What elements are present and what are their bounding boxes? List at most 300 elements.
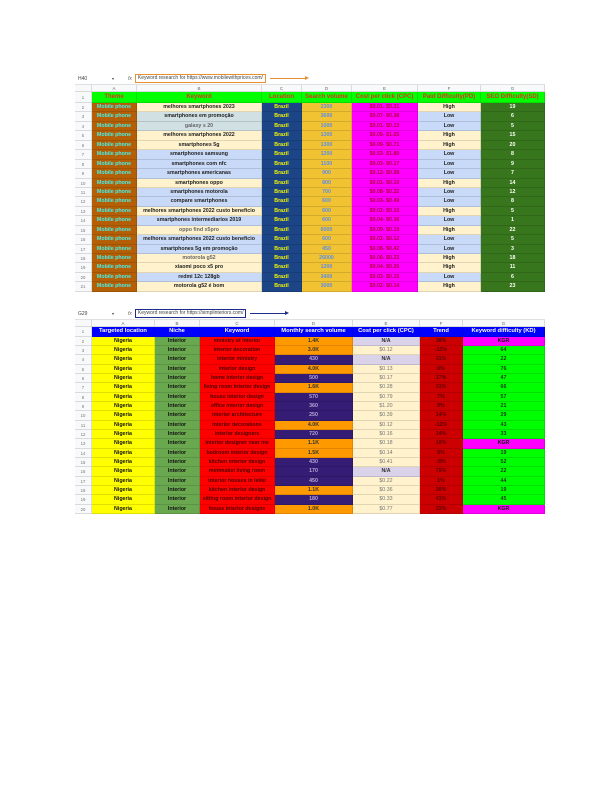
cell-F[interactable]: 10% (420, 439, 463, 448)
cell-E[interactable]: N/A (353, 467, 420, 476)
cell-E[interactable]: $0.28 (353, 383, 420, 392)
cell-F[interactable]: Low (418, 112, 481, 121)
cell-C[interactable]: Brazil (262, 235, 302, 244)
header-cell[interactable]: Cost per click (CPC) (353, 327, 420, 337)
chevron-down-icon[interactable]: ▾ (112, 76, 115, 81)
cell-B[interactable]: Interior (155, 346, 200, 355)
cell-A[interactable]: Mobile phone (92, 263, 137, 272)
cell-F[interactable]: 23% (420, 505, 463, 514)
cell-A[interactable]: Mobile phone (92, 282, 137, 291)
header-cell[interactable]: Keyword (200, 327, 275, 337)
cell-G[interactable]: 1 (481, 216, 545, 225)
cell-E[interactable]: $0.39 (353, 411, 420, 420)
cell-G[interactable]: 29 (463, 411, 545, 420)
cell-D[interactable]: 1.4K (275, 337, 353, 346)
header-cell[interactable]: Location (262, 92, 302, 103)
column-header-B[interactable]: B (137, 85, 262, 92)
cell-A[interactable]: Mobile phone (92, 160, 137, 169)
chevron-down-icon[interactable]: ▾ (112, 311, 115, 316)
cell-C[interactable]: Brazil (262, 131, 302, 140)
cell-D[interactable]: 4.0K (275, 421, 353, 430)
cell-C[interactable]: Brazil (262, 179, 302, 188)
cell-B[interactable]: smartphones 5g em promoção (137, 245, 262, 254)
cell-C[interactable]: ministry of interior (200, 337, 275, 346)
name-box[interactable]: G29 (78, 310, 88, 317)
cell-F[interactable]: Low (418, 188, 481, 197)
cell-B[interactable]: Interior (155, 486, 200, 495)
cell-E[interactable]: $0.09- $0.19 (352, 226, 418, 235)
cell-E[interactable]: $0.16 (353, 430, 420, 439)
cell-G[interactable]: 6 (481, 112, 545, 121)
cell-E[interactable]: $0.02- $0.12 (352, 235, 418, 244)
cell-B[interactable]: Interior (155, 365, 200, 374)
cell-G[interactable]: 44 (463, 477, 545, 486)
header-cell[interactable]: Keyword difficulty (KD) (463, 327, 545, 337)
cell-C[interactable]: sitting room interior design (200, 495, 275, 504)
cell-B[interactable]: compare smartphones (137, 197, 262, 206)
cell-C[interactable]: interior designer near me (200, 439, 275, 448)
cell-C[interactable]: house interior designs (200, 505, 275, 514)
cell-F[interactable]: Low (418, 216, 481, 225)
cell-G[interactable]: 19 (481, 103, 545, 112)
cell-F[interactable]: High (418, 179, 481, 188)
header-cell[interactable]: Search volume (302, 92, 352, 103)
cell-G[interactable]: 33 (463, 430, 545, 439)
cell-D[interactable]: 1200 (302, 263, 352, 272)
column-header-F[interactable]: F (420, 320, 463, 327)
cell-C[interactable]: Brazil (262, 263, 302, 272)
cell-F[interactable]: 20% (420, 486, 463, 495)
cell-D[interactable]: 450 (275, 477, 353, 486)
cell-G[interactable]: 47 (463, 374, 545, 383)
cell-G[interactable]: 19 (463, 449, 545, 458)
cell-F[interactable]: Low (418, 150, 481, 159)
cell-G[interactable]: 5 (481, 122, 545, 131)
header-cell[interactable]: Cost per click (CPC) (352, 92, 418, 103)
cell-C[interactable]: kitchen interior design (200, 458, 275, 467)
cell-D[interactable]: 600 (302, 207, 352, 216)
cell-D[interactable]: 1.1K (275, 439, 353, 448)
cell-A[interactable]: Mobile phone (92, 273, 137, 282)
column-header-F[interactable]: F (418, 85, 481, 92)
cell-G[interactable]: 64 (463, 346, 545, 355)
cell-A[interactable]: Mobile phone (92, 245, 137, 254)
cell-G[interactable]: 6 (481, 273, 545, 282)
header-cell[interactable]: Theme (92, 92, 137, 103)
cell-C[interactable]: Brazil (262, 122, 302, 131)
name-box[interactable]: H40 (78, 75, 88, 82)
cell-E[interactable]: $0.13 (353, 365, 420, 374)
cell-C[interactable]: bedroom interior design (200, 449, 275, 458)
cell-A[interactable]: Nigeria (92, 495, 155, 504)
cell-F[interactable]: Low (418, 273, 481, 282)
cell-B[interactable]: smartphones motorola (137, 188, 262, 197)
cell-A[interactable]: Mobile phone (92, 169, 137, 178)
column-header-C[interactable]: C (262, 85, 302, 92)
cell-D[interactable]: 170 (275, 467, 353, 476)
cell-C[interactable]: Brazil (262, 273, 302, 282)
cell-B[interactable]: Interior (155, 383, 200, 392)
cell-C[interactable]: Brazil (262, 207, 302, 216)
cell-G[interactable]: 19 (463, 486, 545, 495)
cell-B[interactable]: smartphones oppo (137, 179, 262, 188)
cell-C[interactable]: interior designers (200, 430, 275, 439)
cell-D[interactable]: 570 (275, 393, 353, 402)
cell-F[interactable]: 31% (420, 355, 463, 364)
cell-D[interactable]: 3.0K (275, 346, 353, 355)
cell-G[interactable]: KGR (463, 505, 545, 514)
cell-G[interactable]: 15 (481, 131, 545, 140)
cell-A[interactable]: Nigeria (92, 374, 155, 383)
cell-A[interactable]: Nigeria (92, 383, 155, 392)
cell-D[interactable]: 600 (302, 216, 352, 225)
cell-B[interactable]: galaxy s 20 (137, 122, 262, 131)
cell-E[interactable]: $0.04- $0.26 (352, 263, 418, 272)
cell-A[interactable]: Mobile phone (92, 216, 137, 225)
cell-A[interactable]: Nigeria (92, 393, 155, 402)
cell-D[interactable]: 600 (302, 235, 352, 244)
cell-D[interactable]: 1.5K (275, 449, 353, 458)
cell-A[interactable]: Mobile phone (92, 188, 137, 197)
cell-B[interactable]: smartphones intermediarios 2019 (137, 216, 262, 225)
cell-G[interactable]: 43 (463, 421, 545, 430)
cell-A[interactable]: Nigeria (92, 411, 155, 420)
cell-A[interactable]: Mobile phone (92, 197, 137, 206)
cell-D[interactable]: 1.1K (275, 486, 353, 495)
cell-B[interactable]: smartphones samsung (137, 150, 262, 159)
cell-A[interactable]: Nigeria (92, 467, 155, 476)
column-header-D[interactable]: D (275, 320, 353, 327)
cell-E[interactable]: $0.18 (353, 439, 420, 448)
cell-F[interactable]: 14% (420, 411, 463, 420)
cell-F[interactable]: 14% (420, 430, 463, 439)
cell-C[interactable]: interior houses in lekki (200, 477, 275, 486)
cell-D[interactable]: 1000 (302, 122, 352, 131)
column-header-G[interactable]: G (463, 320, 545, 327)
cell-A[interactable]: Nigeria (92, 365, 155, 374)
cell-C[interactable]: Brazil (262, 188, 302, 197)
cell-C[interactable]: Brazil (262, 245, 302, 254)
cell-G[interactable]: 57 (463, 393, 545, 402)
cell-E[interactable]: $0.22 (353, 477, 420, 486)
cell-A[interactable]: Mobile phone (92, 150, 137, 159)
cell-A[interactable]: Mobile phone (92, 141, 137, 150)
cell-B[interactable]: motorola g52 é bom (137, 282, 262, 291)
cell-E[interactable]: $0.01- $0.31 (352, 103, 418, 112)
cell-G[interactable]: 22 (463, 467, 545, 476)
column-header-A[interactable]: A (92, 85, 137, 92)
cell-F[interactable]: Low (418, 235, 481, 244)
cell-D[interactable]: 180 (275, 495, 353, 504)
cell-G[interactable]: 14 (481, 179, 545, 188)
cell-A[interactable]: Nigeria (92, 346, 155, 355)
cell-B[interactable]: Interior (155, 393, 200, 402)
cell-A[interactable]: Nigeria (92, 430, 155, 439)
cell-A[interactable]: Mobile phone (92, 179, 137, 188)
cell-C[interactable]: Brazil (262, 141, 302, 150)
cell-B[interactable]: Interior (155, 439, 200, 448)
cell-C[interactable]: interior design (200, 365, 275, 374)
header-cell[interactable]: Monthly search volume (275, 327, 353, 337)
cell-E[interactable]: $0.03- $0.15 (352, 273, 418, 282)
cell-E[interactable]: $0.14 (353, 449, 420, 458)
cell-D[interactable]: 6000 (302, 226, 352, 235)
cell-B[interactable]: smartphones com nfc (137, 160, 262, 169)
cell-F[interactable]: 31% (420, 383, 463, 392)
cell-A[interactable]: Mobile phone (92, 226, 137, 235)
cell-C[interactable]: kitchen interior design (200, 486, 275, 495)
cell-C[interactable]: interior decorations (200, 421, 275, 430)
cell-B[interactable]: Interior (155, 421, 200, 430)
cell-D[interactable]: 3600 (302, 112, 352, 121)
cell-B[interactable]: smartphones 5g (137, 141, 262, 150)
cell-D[interactable]: 900 (302, 169, 352, 178)
cell-C[interactable]: interior architecture (200, 411, 275, 420)
cell-E[interactable]: $0.17 (353, 374, 420, 383)
cell-G[interactable]: 8 (481, 150, 545, 159)
cell-D[interactable]: 3400 (302, 273, 352, 282)
cell-C[interactable]: interior decoration (200, 346, 275, 355)
cell-F[interactable]: Low (418, 197, 481, 206)
cell-A[interactable]: Mobile phone (92, 122, 137, 131)
cell-F[interactable]: Low (418, 160, 481, 169)
cell-A[interactable]: Nigeria (92, 439, 155, 448)
cell-E[interactable]: $0.07- $0.38 (352, 112, 418, 121)
cell-B[interactable]: Interior (155, 495, 200, 504)
cell-B[interactable]: oppo find x5pro (137, 226, 262, 235)
cell-C[interactable]: home interior design (200, 374, 275, 383)
cell-B[interactable]: melhores smartphones 2022 custo beneficio (137, 235, 262, 244)
cell-G[interactable]: 18 (481, 254, 545, 263)
cell-D[interactable]: 1100 (302, 160, 352, 169)
cell-B[interactable]: redmi 12c 128gb (137, 273, 262, 282)
cell-D[interactable]: 3000 (302, 282, 352, 291)
cell-D[interactable]: 4.0K (275, 365, 353, 374)
column-header-D[interactable]: D (302, 85, 352, 92)
cell-D[interactable]: 720 (275, 430, 353, 439)
cell-G[interactable]: 20 (481, 141, 545, 150)
cell-E[interactable]: $0.05- $1.05 (352, 131, 418, 140)
cell-B[interactable]: Interior (155, 467, 200, 476)
cell-F[interactable]: 9% (420, 402, 463, 411)
cell-A[interactable]: Mobile phone (92, 235, 137, 244)
cell-E[interactable]: $0.12 (353, 421, 420, 430)
cell-D[interactable]: 1.6K (275, 383, 353, 392)
cell-E[interactable]: $1.20 (353, 402, 420, 411)
cell-E[interactable]: $0.79 (353, 393, 420, 402)
cell-D[interactable]: 1200 (302, 150, 352, 159)
cell-B[interactable]: Interior (155, 458, 200, 467)
cell-G[interactable]: 8 (481, 197, 545, 206)
cell-E[interactable]: $0.02- $0.10 (352, 207, 418, 216)
cell-D[interactable]: 600 (302, 197, 352, 206)
cell-G[interactable]: 12 (481, 188, 545, 197)
cell-B[interactable]: smartphones em promoção (137, 112, 262, 121)
cell-B[interactable]: motorola g52 (137, 254, 262, 263)
cell-F[interactable]: Low (418, 169, 481, 178)
cell-E[interactable]: $0.01- $0.10 (352, 179, 418, 188)
cell-G[interactable]: 11 (481, 263, 545, 272)
cell-A[interactable]: Nigeria (92, 449, 155, 458)
column-header-G[interactable]: G (481, 85, 545, 92)
cell-A[interactable]: Mobile phone (92, 112, 137, 121)
cell-E[interactable]: $0.53- $1.80 (352, 150, 418, 159)
cell-C[interactable]: minimalist living room (200, 467, 275, 476)
column-header-C[interactable]: C (200, 320, 275, 327)
cell-E[interactable]: $0.03- $0.17 (352, 160, 418, 169)
cell-E[interactable]: $0.12- $0.98 (352, 169, 418, 178)
column-header-A[interactable]: A (92, 320, 155, 327)
cell-C[interactable]: office interior design (200, 402, 275, 411)
cell-G[interactable]: KGR (463, 337, 545, 346)
cell-A[interactable]: Nigeria (92, 355, 155, 364)
cell-G[interactable]: 9 (481, 160, 545, 169)
cell-E[interactable]: $0.33 (353, 495, 420, 504)
cell-E[interactable]: $0.41 (353, 458, 420, 467)
cell-F[interactable]: -8% (420, 458, 463, 467)
cell-C[interactable]: house interior design (200, 393, 275, 402)
header-cell[interactable]: Paid Difficulty(PD) (418, 92, 481, 103)
cell-E[interactable]: $0.12 (353, 346, 420, 355)
cell-F[interactable]: 75% (420, 467, 463, 476)
cell-D[interactable]: 1300 (302, 131, 352, 140)
cell-G[interactable]: 22 (463, 355, 545, 364)
cell-D[interactable]: 430 (275, 458, 353, 467)
cell-D[interactable]: 700 (302, 188, 352, 197)
formula-input[interactable]: Keyword research for https://www.mobilewithprices.com/ (135, 74, 266, 83)
cell-G[interactable]: 23 (481, 282, 545, 291)
cell-A[interactable]: Nigeria (92, 337, 155, 346)
cell-B[interactable]: Interior (155, 337, 200, 346)
cell-B[interactable]: Interior (155, 449, 200, 458)
header-cell[interactable]: Niche (155, 327, 200, 337)
cell-F[interactable]: 38% (420, 337, 463, 346)
cell-A[interactable]: Mobile phone (92, 254, 137, 263)
cell-E[interactable]: N/A (353, 337, 420, 346)
cell-B[interactable]: Interior (155, 355, 200, 364)
cell-B[interactable]: melhores smartphones 2023 (137, 103, 262, 112)
cell-E[interactable]: $0.08- $0.32 (352, 188, 418, 197)
cell-G[interactable]: 66 (463, 383, 545, 392)
cell-A[interactable]: Nigeria (92, 505, 155, 514)
cell-F[interactable]: High (418, 207, 481, 216)
cell-A[interactable]: Nigeria (92, 458, 155, 467)
cell-E[interactable]: $0.06- $0.23 (352, 254, 418, 263)
cell-F[interactable]: High (418, 131, 481, 140)
cell-F[interactable]: High (418, 103, 481, 112)
cell-G[interactable]: 76 (463, 365, 545, 374)
cell-C[interactable]: interior ministry (200, 355, 275, 364)
header-cell[interactable]: SEO Difficulty(SD) (481, 92, 545, 103)
column-header-E[interactable]: E (353, 320, 420, 327)
cell-C[interactable]: Brazil (262, 160, 302, 169)
cell-F[interactable]: High (418, 254, 481, 263)
cell-D[interactable]: 430 (275, 355, 353, 364)
cell-D[interactable]: 450 (302, 245, 352, 254)
cell-G[interactable]: 22 (481, 226, 545, 235)
cell-B[interactable]: smartphones americanas (137, 169, 262, 178)
cell-E[interactable]: N/A (353, 355, 420, 364)
header-cell[interactable]: Keyword (137, 92, 262, 103)
cell-B[interactable]: Interior (155, 402, 200, 411)
cell-C[interactable]: Brazil (262, 197, 302, 206)
cell-E[interactable]: $0.77 (353, 505, 420, 514)
cell-D[interactable]: 360 (275, 402, 353, 411)
cell-D[interactable]: 800 (302, 179, 352, 188)
cell-E[interactable]: $0.03- $0.49 (352, 197, 418, 206)
cell-E[interactable]: $0.09- $0.71 (352, 141, 418, 150)
cell-C[interactable]: Brazil (262, 103, 302, 112)
cell-B[interactable]: xiaomi poco x5 pro (137, 263, 262, 272)
cell-F[interactable]: 0% (420, 365, 463, 374)
cell-E[interactable]: $0.36 (353, 486, 420, 495)
cell-G[interactable]: KGR (463, 439, 545, 448)
cell-G[interactable]: 3 (481, 245, 545, 254)
cell-F[interactable]: 17% (420, 374, 463, 383)
cell-F[interactable]: High (418, 263, 481, 272)
cell-D[interactable]: 1300 (302, 141, 352, 150)
cell-B[interactable]: Interior (155, 411, 200, 420)
cell-F[interactable]: Low (418, 245, 481, 254)
cell-C[interactable]: living room interior design (200, 383, 275, 392)
cell-G[interactable]: 52 (463, 458, 545, 467)
cell-C[interactable]: Brazil (262, 226, 302, 235)
cell-B[interactable]: melhores smartphones 2022 custo beneficio (137, 207, 262, 216)
cell-D[interactable]: 1.0K (275, 505, 353, 514)
cell-F[interactable]: High (418, 141, 481, 150)
cell-A[interactable]: Nigeria (92, 402, 155, 411)
cell-F[interactable]: 1% (420, 477, 463, 486)
cell-A[interactable]: Mobile phone (92, 207, 137, 216)
cell-A[interactable]: Nigeria (92, 477, 155, 486)
cell-D[interactable]: 2300 (302, 103, 352, 112)
cell-C[interactable]: Brazil (262, 169, 302, 178)
cell-F[interactable]: Low (418, 122, 481, 131)
cell-E[interactable]: $0.04- $0.16 (352, 216, 418, 225)
column-header-E[interactable]: E (352, 85, 418, 92)
cell-E[interactable]: $0.01- $0.13 (352, 122, 418, 131)
cell-F[interactable]: 9% (420, 449, 463, 458)
cell-E[interactable]: $0.02- $0.14 (352, 282, 418, 291)
cell-G[interactable]: 5 (481, 207, 545, 216)
header-cell[interactable]: Trend (420, 327, 463, 337)
cell-C[interactable]: Brazil (262, 150, 302, 159)
cell-B[interactable]: Interior (155, 477, 200, 486)
cell-G[interactable]: 45 (463, 495, 545, 504)
column-header-B[interactable]: B (155, 320, 200, 327)
cell-B[interactable]: Interior (155, 374, 200, 383)
cell-C[interactable]: Brazil (262, 112, 302, 121)
cell-C[interactable]: Brazil (262, 282, 302, 291)
cell-B[interactable]: Interior (155, 430, 200, 439)
cell-A[interactable]: Nigeria (92, 486, 155, 495)
cell-C[interactable]: Brazil (262, 254, 302, 263)
cell-B[interactable]: melhores smartphones 2022 (137, 131, 262, 140)
cell-A[interactable]: Nigeria (92, 421, 155, 430)
cell-C[interactable]: Brazil (262, 216, 302, 225)
cell-D[interactable]: 250 (275, 411, 353, 420)
cell-G[interactable]: 21 (463, 402, 545, 411)
cell-F[interactable]: High (418, 282, 481, 291)
cell-B[interactable]: Interior (155, 505, 200, 514)
formula-input[interactable]: Keyword research for https://simplinteriors.com/ (135, 309, 247, 318)
cell-A[interactable]: Mobile phone (92, 131, 137, 140)
cell-D[interactable]: 26000 (302, 254, 352, 263)
cell-F[interactable]: -12% (420, 421, 463, 430)
cell-E[interactable]: $0.08- $0.42 (352, 245, 418, 254)
cell-F[interactable]: 7% (420, 393, 463, 402)
cell-F[interactable]: 41% (420, 495, 463, 504)
